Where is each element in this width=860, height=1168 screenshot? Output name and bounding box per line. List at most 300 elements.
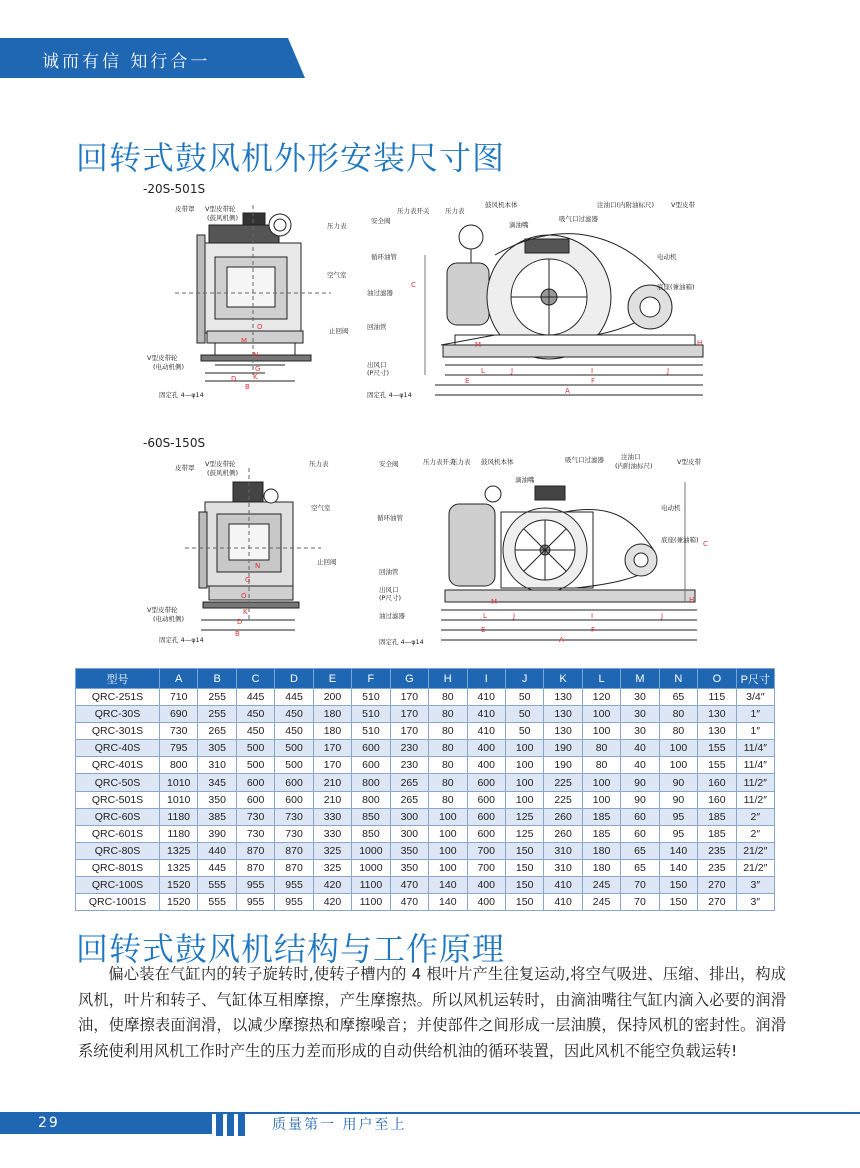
- label-outlet-sub-1: (P尺寸): [367, 369, 389, 377]
- dimension-cell: 65: [621, 859, 659, 876]
- dimension-cell: 65: [621, 842, 659, 859]
- table-row: [76, 723, 775, 740]
- label-pressure-gauge-1: 压力表: [327, 222, 347, 230]
- dimension-cell: 245: [582, 877, 620, 894]
- dimension-cell: 270: [698, 877, 736, 894]
- svg-text:F: F: [591, 377, 596, 385]
- label-safety-valve-1: 安全阀: [371, 217, 391, 225]
- dimension-cell: 510: [352, 689, 390, 706]
- dimension-cell: 11/4″: [736, 757, 774, 774]
- dimension-cell: 410: [467, 706, 505, 723]
- table-row: [76, 877, 775, 894]
- label-gauge-switch-1: 压力表开关: [397, 207, 430, 215]
- dimension-cell: 60: [621, 808, 659, 825]
- dimension-cell: 600: [467, 808, 505, 825]
- section-title-dimensions: 回转式鼓风机外形安装尺寸图: [76, 139, 506, 177]
- dimension-cell: 230: [390, 740, 428, 757]
- spec-header-cell: A: [160, 669, 198, 689]
- spec-header-cell: M: [621, 669, 659, 689]
- dimension-cell: 600: [352, 757, 390, 774]
- dimension-cell: 600: [236, 791, 274, 808]
- dimension-cell: 310: [544, 842, 582, 859]
- svg-text:O: O: [241, 592, 247, 600]
- dimension-cell: 21/2″: [736, 842, 774, 859]
- dimension-cell: 305: [198, 740, 236, 757]
- dimension-cell: 150: [659, 877, 697, 894]
- principle-paragraph: 偏心装在气缸内的转子旋转时,使转子槽内的 4 根叶片产生往复运动,将空气吸进、压缩、排出，构成风机，叶片和转子、气缸体互相摩擦，产生摩擦热。所以风机运转时，由滴油嘴往气缸内滴入必要的润滑油，使摩擦表面润滑，以减少摩擦热和摩擦噪音；并使部件之间形成一层油膜，保持风机的密封性。润滑系统使利用风机工作时产生的压力差而形成的自动供给机油的循环装置，因此风机不能空负载运转!: [78, 965, 786, 1060]
- dimension-cell: 400: [467, 740, 505, 757]
- dimension-cell: 11/2″: [736, 774, 774, 791]
- dimension-cell: 80: [582, 740, 620, 757]
- label-safety-valve-2: 安全阀: [379, 460, 399, 468]
- dimension-cell: 130: [544, 706, 582, 723]
- dimension-cell: 500: [236, 740, 274, 757]
- dimension-cell: 80: [582, 757, 620, 774]
- footer-stripe-3: [238, 1112, 245, 1136]
- dimension-cell: 125: [505, 825, 543, 842]
- table-row: [76, 825, 775, 842]
- label-v-pulley-blower-1: V型皮带轮: [205, 205, 236, 213]
- dimension-cell: 30: [621, 723, 659, 740]
- svg-text:K: K: [253, 373, 258, 381]
- dimension-cell: 130: [698, 723, 736, 740]
- dimension-cell: 800: [352, 774, 390, 791]
- dimension-cell: 555: [198, 877, 236, 894]
- label-fix-hole2-1: 固定孔 4—φ14: [367, 391, 412, 399]
- dimension-cell: 150: [505, 877, 543, 894]
- label-oil-filter-1: 油过滤器: [367, 289, 393, 297]
- dimension-cell: 1100: [352, 894, 390, 911]
- dimension-cell: 100: [659, 740, 697, 757]
- dimension-cell: 1″: [736, 723, 774, 740]
- footer-stripe-2: [227, 1112, 234, 1136]
- dimension-cell: 800: [352, 791, 390, 808]
- dimension-cell: 3″: [736, 894, 774, 911]
- dimension-cell: 225: [544, 791, 582, 808]
- dimension-cell: 80: [659, 706, 697, 723]
- dimension-cell: 90: [659, 774, 697, 791]
- model-cell: QRC-251S: [76, 689, 160, 706]
- label-v-pulley-motor-2: V型皮带轮: [147, 606, 178, 614]
- dimension-cell: 700: [467, 859, 505, 876]
- dimension-cell: 130: [544, 689, 582, 706]
- dimension-cell: 100: [505, 757, 543, 774]
- dimension-cell: 65: [659, 689, 697, 706]
- dimension-cell: 955: [275, 894, 313, 911]
- model-cell: QRC-40S: [76, 740, 160, 757]
- dimension-cell: 450: [236, 723, 274, 740]
- table-row: [76, 757, 775, 774]
- dimension-cell: 190: [544, 740, 582, 757]
- dimension-cell: 200: [313, 689, 351, 706]
- dimension-cell: 445: [198, 859, 236, 876]
- label-blower-body-2: 鼓风机本体: [481, 458, 514, 466]
- dimension-cell: 100: [582, 791, 620, 808]
- model-cell: QRC-50S: [76, 774, 160, 791]
- dimension-cell: 160: [698, 774, 736, 791]
- dimension-cell: 100: [582, 723, 620, 740]
- dimension-cell: 170: [313, 740, 351, 757]
- dimension-cell: 235: [698, 859, 736, 876]
- dimension-cell: 255: [198, 689, 236, 706]
- dimension-cell: 130: [698, 706, 736, 723]
- label-fix-hole-1: 固定孔 4—φ14: [159, 391, 204, 399]
- dimension-cell: 100: [429, 825, 467, 842]
- svg-text:H: H: [689, 596, 695, 604]
- dimension-cell: 70: [621, 894, 659, 911]
- dimension-cell: 180: [582, 859, 620, 876]
- svg-text:L: L: [481, 367, 485, 375]
- dimension-cell: 325: [313, 859, 351, 876]
- dimension-cell: 265: [390, 774, 428, 791]
- spec-header-cell: I: [467, 669, 505, 689]
- label-outlet-2: 出风口: [379, 586, 399, 594]
- svg-text:M: M: [475, 341, 482, 349]
- dimension-cell: 100: [505, 774, 543, 791]
- dimension-cell: 140: [659, 859, 697, 876]
- dimension-cell: 150: [505, 859, 543, 876]
- dimension-cell: 80: [429, 774, 467, 791]
- svg-text:K: K: [243, 608, 248, 616]
- svg-text:C: C: [411, 281, 416, 289]
- dimension-cell: 30: [621, 706, 659, 723]
- dimension-cell: 410: [544, 894, 582, 911]
- page-number: 29: [38, 1115, 60, 1131]
- svg-text:C: C: [703, 540, 708, 548]
- dimension-cell: 80: [429, 723, 467, 740]
- spec-header-cell: D: [275, 669, 313, 689]
- dimension-cell: 100: [429, 808, 467, 825]
- dimension-cell: 90: [659, 791, 697, 808]
- dimension-cell: 100: [582, 706, 620, 723]
- table-row: [76, 740, 775, 757]
- label-pressure-gauge2-2: 压力表: [451, 458, 471, 466]
- dimension-cell: 310: [544, 859, 582, 876]
- spec-header-cell: K: [544, 669, 582, 689]
- dimension-cell: 600: [467, 791, 505, 808]
- dimension-cell: 260: [544, 808, 582, 825]
- dimension-cell: 140: [659, 842, 697, 859]
- svg-text:A: A: [565, 387, 570, 395]
- dimension-cell: 600: [275, 774, 313, 791]
- dimension-cell: 270: [698, 894, 736, 911]
- dimension-cell: 3/4″: [736, 689, 774, 706]
- spec-header-cell: 型号: [76, 669, 160, 689]
- svg-text:B: B: [245, 383, 250, 391]
- dimension-cell: 1100: [352, 877, 390, 894]
- dimension-cell: 450: [236, 706, 274, 723]
- dimension-cell: 225: [544, 774, 582, 791]
- svg-text:I: I: [591, 612, 594, 620]
- dimension-cell: 870: [275, 859, 313, 876]
- model-cell: QRC-501S: [76, 791, 160, 808]
- label-motor-1: 电动机: [657, 253, 677, 261]
- dimension-cell: 235: [698, 842, 736, 859]
- label-fix-hole2-2: 固定孔 4—φ14: [379, 638, 424, 646]
- dimension-cell: 870: [236, 859, 274, 876]
- dimension-cell: 1520: [160, 894, 198, 911]
- dimension-cell: 445: [275, 689, 313, 706]
- dimension-cell: 185: [698, 825, 736, 842]
- model-cell: QRC-60S: [76, 808, 160, 825]
- dimension-cell: 80: [429, 740, 467, 757]
- dimension-cell: 170: [313, 757, 351, 774]
- label-blower-body-1: 鼓风机本体: [485, 201, 518, 209]
- dimension-cell: 170: [390, 723, 428, 740]
- svg-text:E: E: [481, 626, 486, 634]
- svg-text:E: E: [465, 377, 470, 385]
- dimension-cell: 445: [236, 689, 274, 706]
- svg-text:J: J: [661, 612, 664, 620]
- svg-text:D: D: [237, 618, 243, 626]
- label-oil-filter-2: 油过滤器: [379, 612, 405, 620]
- diagram2-model-label: -60S-150S: [143, 436, 206, 450]
- footer-stripe-1: [216, 1112, 223, 1136]
- dimension-cell: 345: [198, 774, 236, 791]
- label-oil-inlet-1: 注油口(内附油标尺): [597, 201, 655, 209]
- dimension-cell: 90: [621, 791, 659, 808]
- dimension-cell: 440: [198, 842, 236, 859]
- dimension-cell: 50: [505, 689, 543, 706]
- dimension-cell: 710: [160, 689, 198, 706]
- model-cell: QRC-601S: [76, 825, 160, 842]
- svg-text:M: M: [491, 598, 498, 606]
- dimension-cell: 150: [505, 894, 543, 911]
- table-row: [76, 689, 775, 706]
- dimension-cell: 185: [582, 808, 620, 825]
- dimension-cell: 95: [659, 825, 697, 842]
- label-gauge-switch-2: 压力表开关: [423, 458, 456, 466]
- dimension-cell: 330: [313, 808, 351, 825]
- model-cell: QRC-100S: [76, 877, 160, 894]
- dimension-cell: 1520: [160, 877, 198, 894]
- dimension-cell: 3″: [736, 877, 774, 894]
- diagram2-drawing: [145, 452, 715, 652]
- svg-text:J: J: [511, 367, 514, 375]
- dimension-cell: 730: [275, 808, 313, 825]
- dimension-cell: 80: [429, 689, 467, 706]
- label-fix-hole-2: 固定孔 4—φ14: [159, 636, 204, 644]
- label-circ-pipe-1: 循环油管: [371, 253, 397, 261]
- dimension-cell: 210: [313, 774, 351, 791]
- svg-text:B: B: [235, 630, 240, 638]
- dimension-cell: 1180: [160, 825, 198, 842]
- dimension-cell: 600: [236, 774, 274, 791]
- dimension-cell: 100: [505, 791, 543, 808]
- dimension-cell: 690: [160, 706, 198, 723]
- dimension-cell: 80: [429, 791, 467, 808]
- dimension-cell: 11/2″: [736, 791, 774, 808]
- dimension-cell: 1000: [352, 842, 390, 859]
- svg-text:D: D: [231, 375, 237, 383]
- dimension-cell: 500: [236, 757, 274, 774]
- svg-text:O: O: [257, 323, 263, 331]
- svg-text:N: N: [253, 351, 259, 359]
- dimension-cell: 870: [275, 842, 313, 859]
- dimension-cell: 600: [467, 825, 505, 842]
- dimension-cell: 185: [582, 825, 620, 842]
- dimension-cell: 730: [275, 825, 313, 842]
- spec-table: [75, 668, 775, 911]
- dimension-cell: 130: [544, 723, 582, 740]
- dimension-cell: 555: [198, 894, 236, 911]
- diagram1-side-view: [425, 225, 703, 395]
- label-belt-cover-2: 皮带罩: [175, 464, 195, 472]
- dimension-cell: 100: [582, 774, 620, 791]
- label-circ-pipe-2: 循环油管: [377, 514, 403, 522]
- dimension-cell: 1″: [736, 706, 774, 723]
- dimension-cell: 870: [236, 842, 274, 859]
- table-row: [76, 859, 775, 876]
- svg-text:L: L: [483, 612, 487, 620]
- dimension-cell: 140: [429, 894, 467, 911]
- dimension-cell: 2″: [736, 808, 774, 825]
- dimension-cell: 400: [467, 894, 505, 911]
- dimension-cell: 450: [275, 723, 313, 740]
- dimension-cell: 100: [505, 740, 543, 757]
- spec-header-cell: F: [352, 669, 390, 689]
- svg-text:F: F: [591, 626, 596, 634]
- dimension-cell: 80: [429, 757, 467, 774]
- dimension-cell: 1010: [160, 791, 198, 808]
- dimension-cell: 1010: [160, 774, 198, 791]
- dimension-cell: 230: [390, 757, 428, 774]
- dimension-cell: 180: [313, 723, 351, 740]
- dimension-cell: 170: [390, 689, 428, 706]
- label-intake-filter-1: 吸气口过滤器: [559, 215, 598, 223]
- header-slogan: 诚而有信 知行合一: [42, 52, 211, 72]
- dimension-cell: 955: [236, 894, 274, 911]
- dimension-cell: 210: [313, 791, 351, 808]
- dimension-cell: 11/4″: [736, 740, 774, 757]
- model-cell: QRC-30S: [76, 706, 160, 723]
- dimension-cell: 260: [544, 825, 582, 842]
- label-air-chamber-1: 空气室: [327, 271, 347, 279]
- label-belt-cover-1: 皮带罩: [175, 205, 195, 213]
- svg-text:J: J: [513, 612, 516, 620]
- dimension-cell: 190: [544, 757, 582, 774]
- dimension-cell: 510: [352, 706, 390, 723]
- table-row: [76, 774, 775, 791]
- label-oil-inlet-sub-2: (内附油标尺): [615, 462, 653, 470]
- dimension-cell: 385: [198, 808, 236, 825]
- dimension-cell: 100: [429, 859, 467, 876]
- label-v-belt-2: V型皮带: [677, 458, 701, 466]
- svg-text:G: G: [255, 365, 261, 373]
- dimension-cell: 400: [467, 877, 505, 894]
- diagram2-front-view: [185, 468, 321, 630]
- dimension-cell: 600: [275, 791, 313, 808]
- dimension-cell: 40: [621, 757, 659, 774]
- dimension-cell: 60: [621, 825, 659, 842]
- label-v-pulley-blower-2: V型皮带轮: [205, 460, 236, 468]
- dimension-cell: 955: [236, 877, 274, 894]
- footer-page-box: [0, 1112, 212, 1134]
- spec-header-cell: O: [698, 669, 736, 689]
- dimension-cell: 300: [390, 825, 428, 842]
- model-cell: QRC-401S: [76, 757, 160, 774]
- diagram1-model-label: -20S-501S: [143, 182, 206, 196]
- label-v-pulley-motor-sub-1: (电动机侧): [153, 363, 185, 371]
- model-cell: QRC-301S: [76, 723, 160, 740]
- label-motor-2: 电动机: [661, 504, 681, 512]
- table-row: [76, 894, 775, 911]
- footer-slogan: 质量第一 用户至上: [272, 1117, 407, 1133]
- label-return-pipe-1: 回油管: [367, 323, 387, 331]
- label-v-belt-1: V型皮带: [671, 201, 695, 209]
- svg-text:H: H: [697, 339, 703, 347]
- label-air-chamber-2: 空气室: [311, 504, 331, 512]
- dimension-cell: 150: [659, 894, 697, 911]
- label-outlet-1: 出风口: [367, 361, 387, 369]
- dimension-cell: 350: [390, 842, 428, 859]
- dimension-cell: 95: [659, 808, 697, 825]
- dimension-cell: 90: [621, 774, 659, 791]
- dimension-cell: 600: [467, 774, 505, 791]
- label-drip-nozzle-1: 滴油嘴: [509, 221, 529, 229]
- dimension-cell: 410: [467, 723, 505, 740]
- dimension-cell: 50: [505, 723, 543, 740]
- dimension-cell: 150: [505, 842, 543, 859]
- dimension-cell: 1180: [160, 808, 198, 825]
- section-title-principle: 回转式鼓风机结构与工作原理: [76, 930, 506, 968]
- spec-table-header-row: [76, 669, 775, 689]
- dimension-cell: 100: [659, 757, 697, 774]
- dimension-cell: 1325: [160, 842, 198, 859]
- dimension-cell: 255: [198, 706, 236, 723]
- dimension-cell: 420: [313, 894, 351, 911]
- dimension-cell: 100: [429, 842, 467, 859]
- dimension-cell: 155: [698, 740, 736, 757]
- dimension-cell: 50: [505, 706, 543, 723]
- model-cell: QRC-80S: [76, 842, 160, 859]
- dimension-cell: 265: [390, 791, 428, 808]
- dimension-cell: 730: [236, 808, 274, 825]
- spec-header-cell: C: [236, 669, 274, 689]
- dimension-cell: 410: [467, 689, 505, 706]
- dimension-cell: 470: [390, 894, 428, 911]
- dimension-cell: 185: [698, 808, 736, 825]
- dimension-cell: 850: [352, 825, 390, 842]
- label-v-pulley-blower-sub-1: (鼓风机侧): [207, 214, 239, 222]
- dimension-cell: 170: [390, 706, 428, 723]
- dimension-cell: 730: [160, 723, 198, 740]
- dimension-cell: 120: [582, 689, 620, 706]
- table-row: [76, 808, 775, 825]
- dimension-cell: 330: [313, 825, 351, 842]
- dimension-cell: 2″: [736, 825, 774, 842]
- spec-header-cell: J: [505, 669, 543, 689]
- label-intake-filter-2: 吸气口过滤器: [565, 456, 604, 464]
- label-outlet-sub-2: (P尺寸): [379, 594, 401, 602]
- spec-header-cell: N: [659, 669, 697, 689]
- label-base-1: 底座(兼油箱): [657, 283, 695, 291]
- label-v-pulley-blower-sub-2: (鼓风机侧): [207, 469, 239, 477]
- dimension-cell: 600: [352, 740, 390, 757]
- label-pressure-gauge-2: 压力表: [309, 460, 329, 468]
- spec-header-cell: H: [429, 669, 467, 689]
- diagram1-drawing: [145, 195, 705, 410]
- dimension-cell: 300: [390, 808, 428, 825]
- dimension-cell: 115: [698, 689, 736, 706]
- dimension-cell: 160: [698, 791, 736, 808]
- label-v-pulley-motor-sub-2: (电动机侧): [153, 615, 185, 623]
- spec-header-cell: L: [582, 669, 620, 689]
- dimension-cell: 310: [198, 757, 236, 774]
- spec-header-cell: E: [313, 669, 351, 689]
- dimension-cell: 955: [275, 877, 313, 894]
- spec-header-cell: P尺寸: [736, 669, 774, 689]
